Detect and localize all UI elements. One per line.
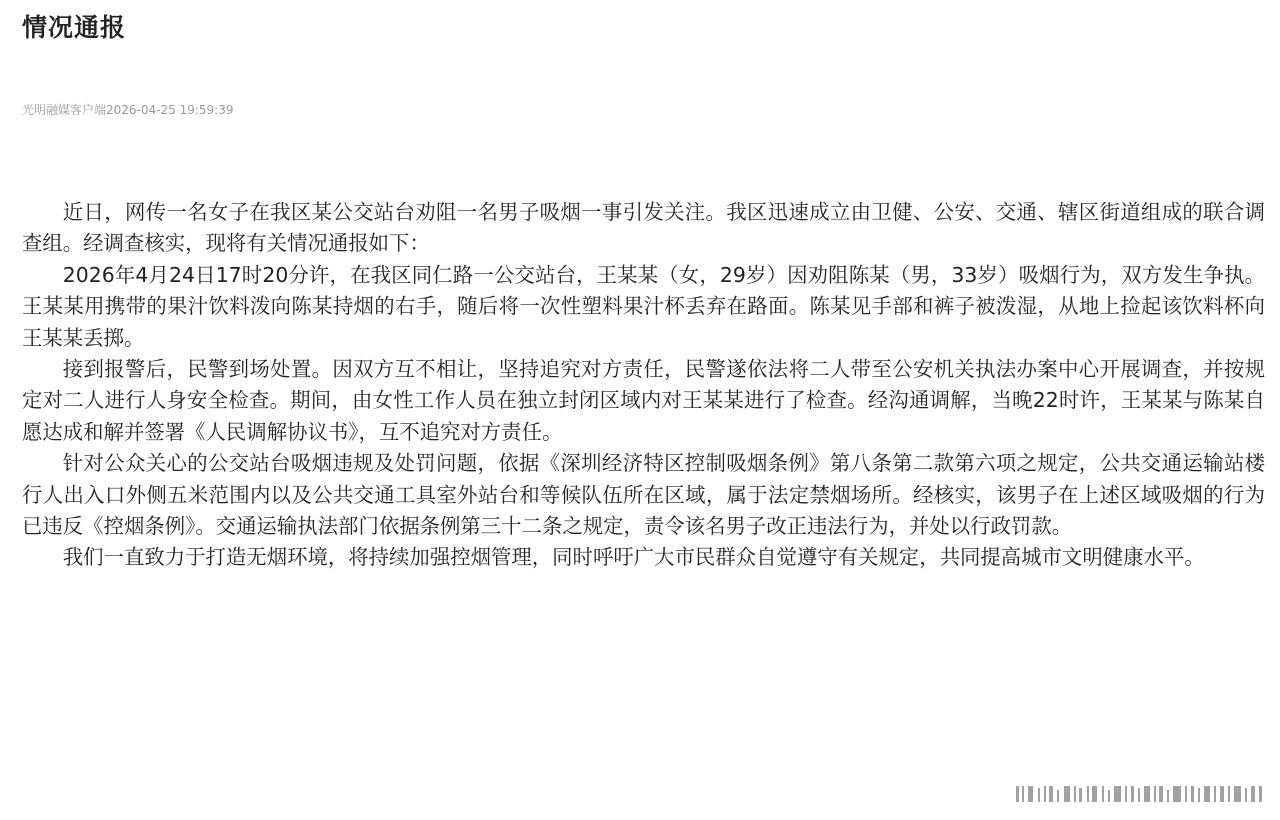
article-paragraph: 近日，网传一名女子在我区某公交站台劝阻一名男子吸烟一事引发关注。我区迅速成立由卫健、公安、交通、辖区街道组成的联合调查组。经调查核实，现将有关情况通报如下： — [22, 200, 1265, 256]
article-paragraph: 我们一直致力于打造无烟环境，将持续加强控烟管理，同时呼吁广大市民群众自觉遵守有关规定，共同提高城市文明健康水平。 — [62, 545, 1205, 570]
page-title: 情况通报 — [22, 13, 127, 42]
article-meta — [22, 101, 233, 119]
article-datetime: 2026-04-25 19:59:39 — [106, 103, 234, 117]
article-source: 光明融媒客户端 — [22, 103, 107, 117]
barcode-watermark-icon — [1016, 782, 1266, 806]
article-paragraph: 2026年4月24日17时20分许，在我区同仁路一公交站台，王某某（女，29岁）因劝阻陈某（男，33岁）吸烟行为，双方发生争执。王某某用携带的果汁饮料泼向陈某持烟的右手，随后将一次性塑料果汁杯丢弃在路面。陈某见手部和裤子被泼湿，从地上捡起该饮料杯向王某某丢掷。 — [22, 262, 1265, 350]
article-paragraph: 接到报警后，民警到场处置。因双方互不相让，坚持追究对方责任，民警遂依法将二人带至公安机关执法办案中心开展调查，并按规定对二人进行人身安全检查。期间，由女性工作人员在独立封闭区域内对王某某进行了检查。经沟通调解，当晚22时许，王某某与陈某自愿达成和解并签署《人民调解协议书》，互不追究对方责任。 — [22, 357, 1265, 444]
article-body — [22, 197, 1265, 574]
article-paragraph: 针对公众关心的公交站台吸烟违规及处罚问题，依据《深圳经济特区控制吸烟条例》第八条第二款第六项之规定，公共交通运输站楼行人出入口外侧五米范围内以及公共交通工具室外站台和等候队伍所在区域，属于法定禁烟场所。经核实，该男子在上述区域吸烟的行为已违反《控烟条例》。交通运输执法部门依据条例第三十二条之规定，责令该名男子改正违法行为，并处以行政罚款。 — [22, 451, 1265, 539]
